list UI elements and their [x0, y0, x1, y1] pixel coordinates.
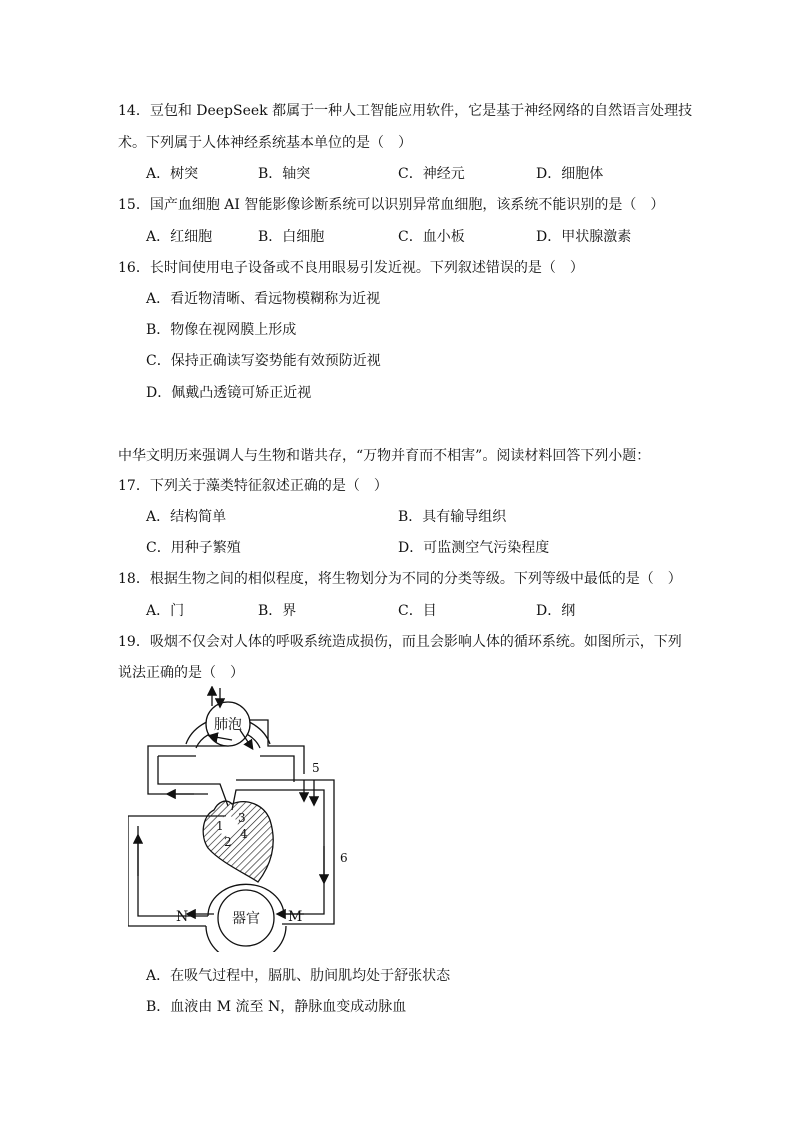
label-2: 2: [224, 835, 232, 849]
pulmonary-inner-left: [158, 756, 210, 784]
q18-stem: 18．根据生物之间的相似程度，将生物划分为不同的分类等级。下列等级中最低的是（ ）: [118, 571, 682, 587]
q16-option-a: A．看近物清晰、看远物模糊称为近视: [146, 291, 381, 307]
q16-option-d: D．佩戴凸透镜可矫正近视: [146, 385, 312, 401]
q17-option-d: D．可监测空气污染程度: [398, 540, 550, 556]
q15-option-c: C．血小板: [398, 229, 465, 245]
systemic-left-inner: [138, 826, 208, 916]
q14-stem-line1: 14．豆包和 DeepSeek 都属于一种人工智能应用软件，它是基于神经网络的自然语言处理技: [118, 103, 693, 119]
q16-option-c: C．保持正确读写姿势能有效预防近视: [146, 353, 381, 369]
q18-option-a: A．门: [146, 603, 185, 619]
q14-option-c: C．神经元: [398, 166, 465, 182]
q19-option-b: B．血液由 M 流至 N，静脉血变成动脉血: [146, 999, 407, 1015]
q18-option-d: D．纲: [536, 603, 576, 619]
pulmonary-top-right: [260, 756, 294, 782]
q18-option-b: B．界: [258, 603, 297, 619]
organ-label: 器官: [232, 911, 260, 927]
q16-option-b: B．物像在视网膜上形成: [146, 322, 297, 338]
circulation-diagram: [128, 686, 368, 952]
q17-stem: 17．下列关于藻类特征叙述正确的是（ ）: [118, 478, 388, 494]
q19-option-a: A．在吸气过程中，膈肌、肋间肌均处于舒张状态: [146, 968, 451, 984]
q17-option-c: C．用种子繁殖: [146, 540, 241, 556]
q14-option-b: B．轴突: [258, 166, 311, 182]
label-m: M: [288, 909, 303, 925]
alveolus-label: 肺泡: [214, 717, 242, 733]
q18-option-c: C．目: [398, 603, 437, 619]
label-5: 5: [312, 761, 320, 775]
q14-option-a: A．树突: [146, 166, 199, 182]
q17-option-b: B．具有输导组织: [398, 509, 507, 525]
q14-stem-line2: 术。下列属于人体神经系统基本单位的是（ ）: [118, 135, 412, 151]
label-3: 3: [238, 811, 246, 825]
q19-stem-line1: 19．吸烟不仅会对人体的呼吸系统造成损伤，而且会影响人体的循环系统。如图所示，下列: [118, 634, 682, 650]
q15-option-a: A．红细胞: [146, 229, 213, 245]
q15-stem: 15．国产血细胞 AI 智能影像诊断系统可以识别异常血细胞，该系统不能识别的是（ ）: [118, 197, 665, 213]
q17-option-a: A．结构简单: [146, 509, 227, 525]
label-6: 6: [340, 851, 348, 865]
q16-stem: 16．长时间使用电子设备或不良用眼易引发近视。下列叙述错误的是（ ）: [118, 260, 584, 276]
q19-stem-line2: 说法正确的是（ ）: [118, 665, 244, 681]
q15-option-b: B．白细胞: [258, 229, 325, 245]
pulmonary-artery-outer: [248, 720, 304, 774]
label-n: N: [176, 909, 189, 925]
label-4: 4: [240, 827, 248, 841]
q14-option-d: D．细胞体: [536, 166, 604, 182]
reading-intro: 中华文明历来强调人与生物和谐共存，“万物并育而不相害”。阅读材料回答下列小题：: [118, 448, 651, 464]
label-1: 1: [216, 819, 224, 833]
q15-option-d: D．甲状腺激素: [536, 229, 632, 245]
